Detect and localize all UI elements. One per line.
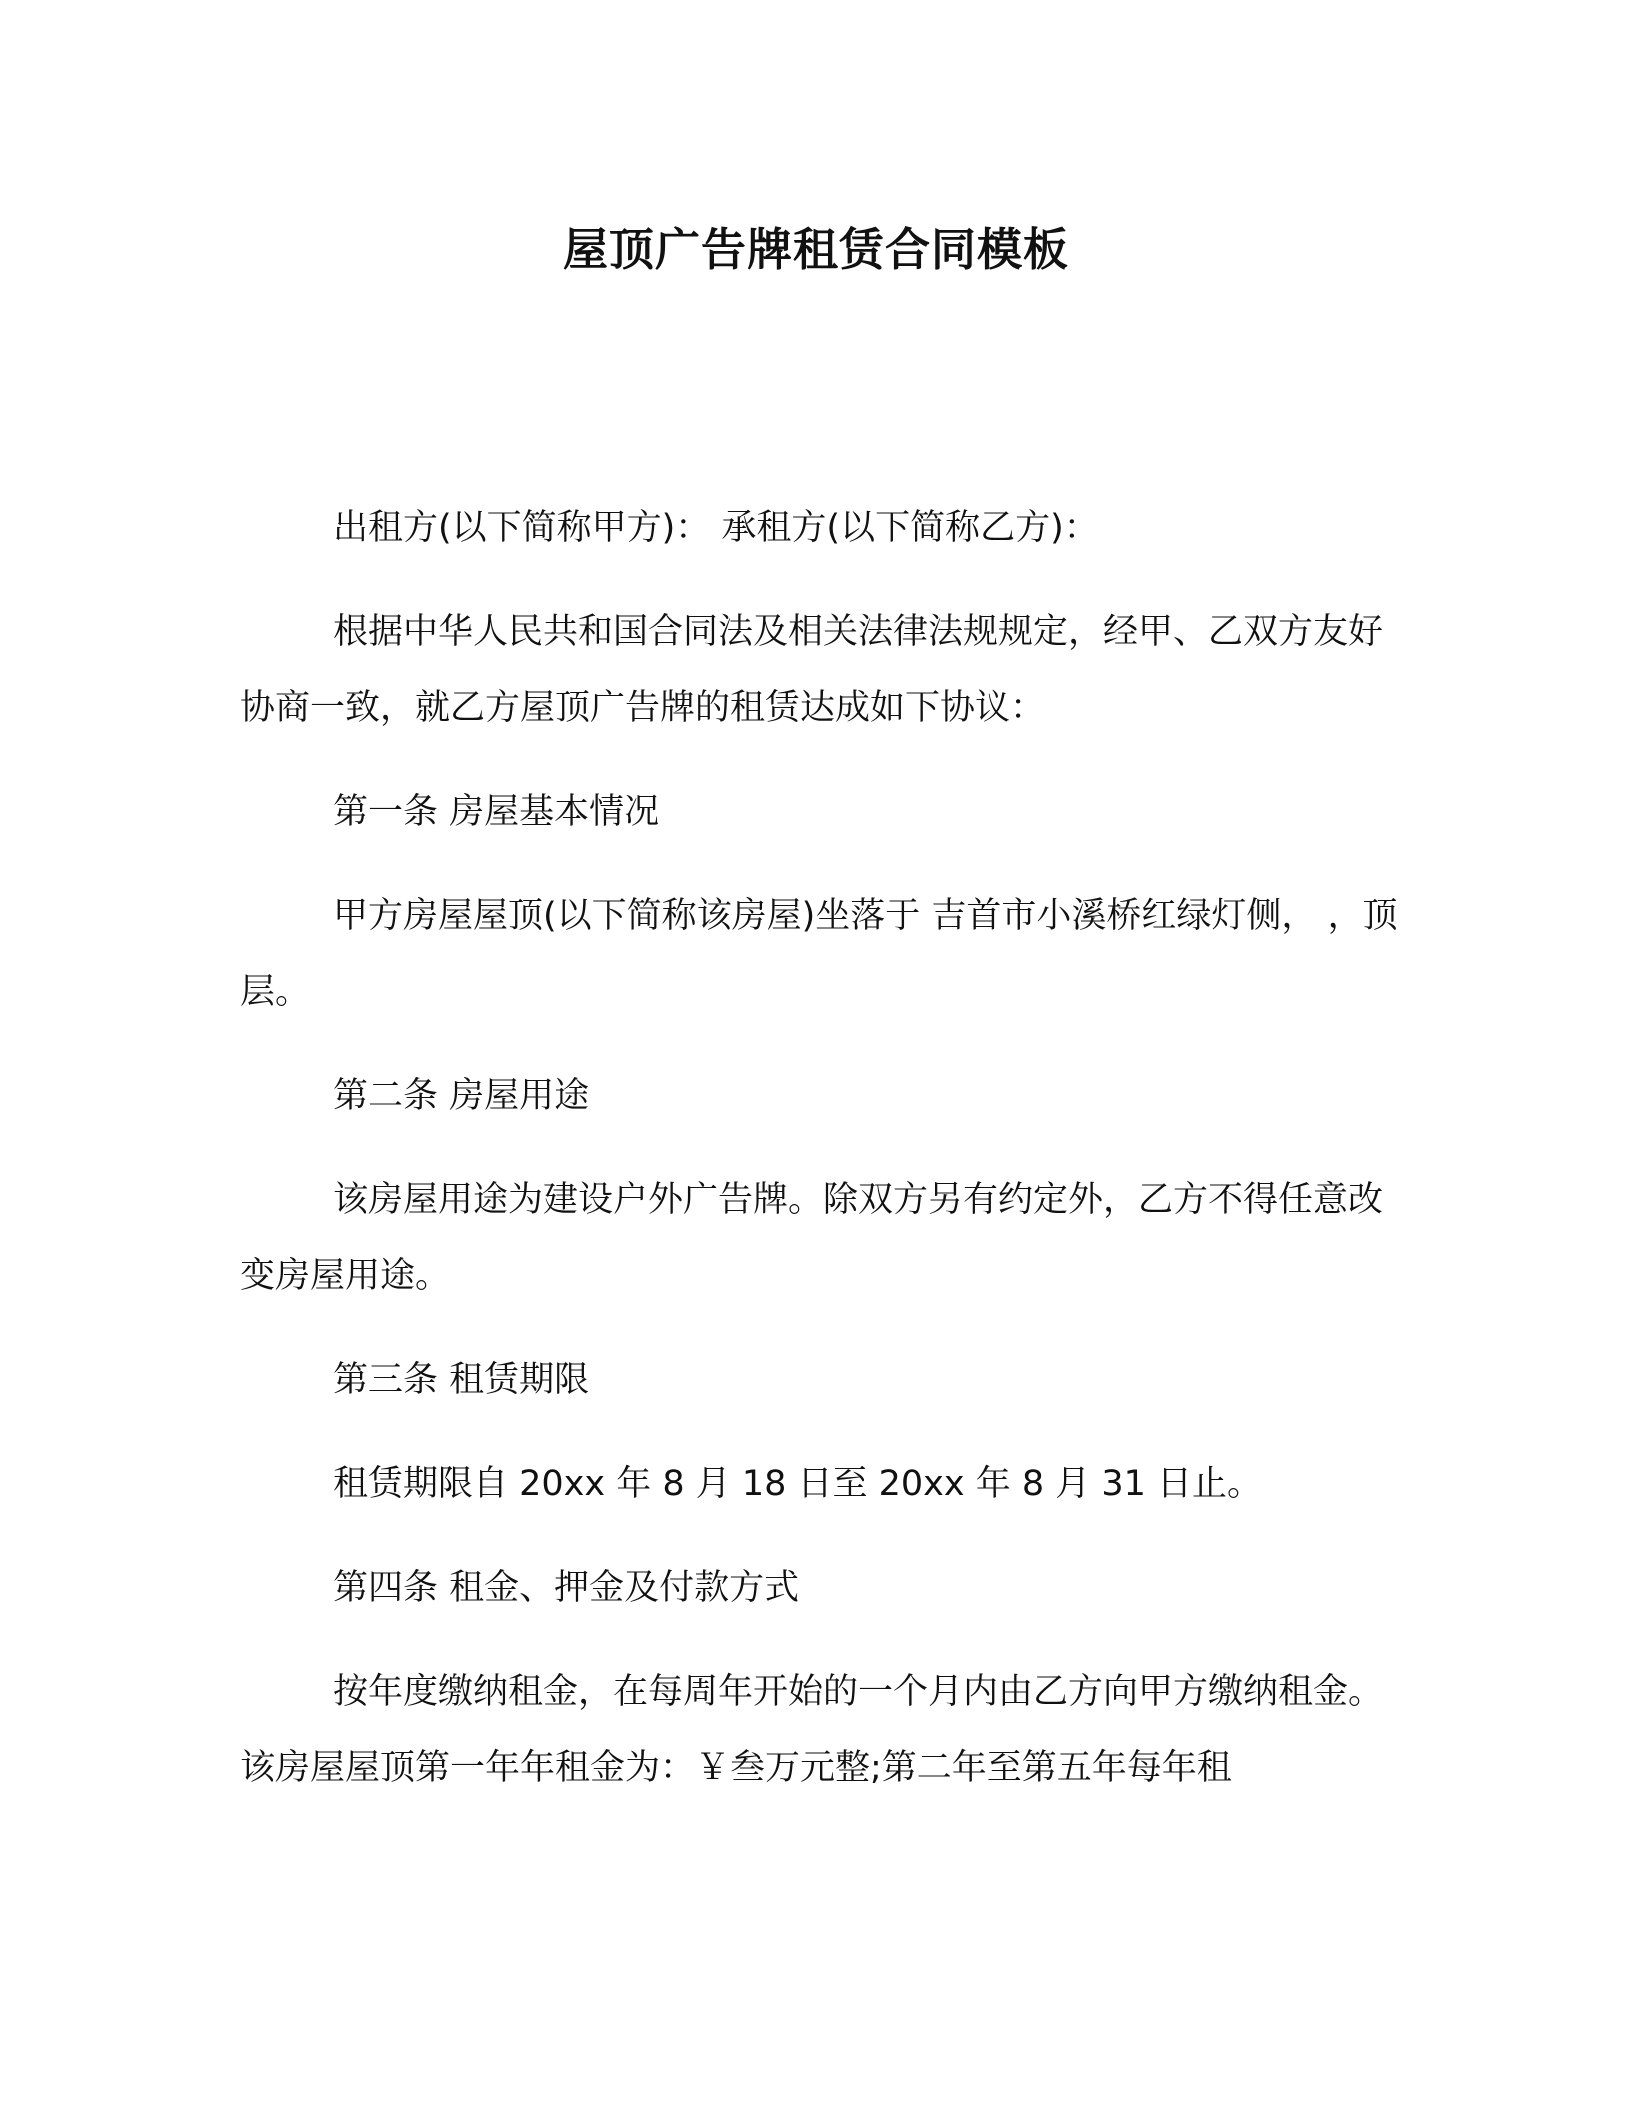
article-3-heading: 第三条 租赁期限 [333, 1360, 590, 1400]
article-1-paragraph: 甲方房屋屋顶(以下简称该房屋)坐落于 吉首市小溪桥红绿灯侧， ，顶层。 [240, 896, 1398, 1012]
article-2-paragraph: 该房屋用途为建设户外广告牌。除双方另有约定外，乙方不得任意改变房屋用途。 [240, 1180, 1384, 1296]
parties-paragraph: 出租方(以下简称甲方)： 承租方(以下简称乙方)： [333, 508, 1099, 548]
preamble-paragraph: 根据中华人民共和国合同法及相关法律法规规定，经甲、乙双方友好协商一致，就乙方屋顶广告牌的租赁达成如下协议： [240, 612, 1384, 728]
article-4-paragraph: 按年度缴纳租金，在每周年开始的一个月内由乙方向甲方缴纳租金。该房屋屋顶第一年年租金为：￥叁万元整;第二年至第五年每年租 [240, 1672, 1384, 1788]
article-3-paragraph: 租赁期限自 20xx 年 8 月 18 日至 20xx 年 8 月 31 日止。 [333, 1464, 1263, 1504]
document-body [240, 490, 1400, 1834]
article-1-heading: 第一条 房屋基本情况 [333, 792, 660, 832]
article-4-heading: 第四条 租金、押金及付款方式 [333, 1568, 800, 1608]
article-2-heading: 第二条 房屋用途 [333, 1076, 590, 1116]
document-title: 屋顶广告牌租赁合同模板 [562, 223, 1069, 276]
